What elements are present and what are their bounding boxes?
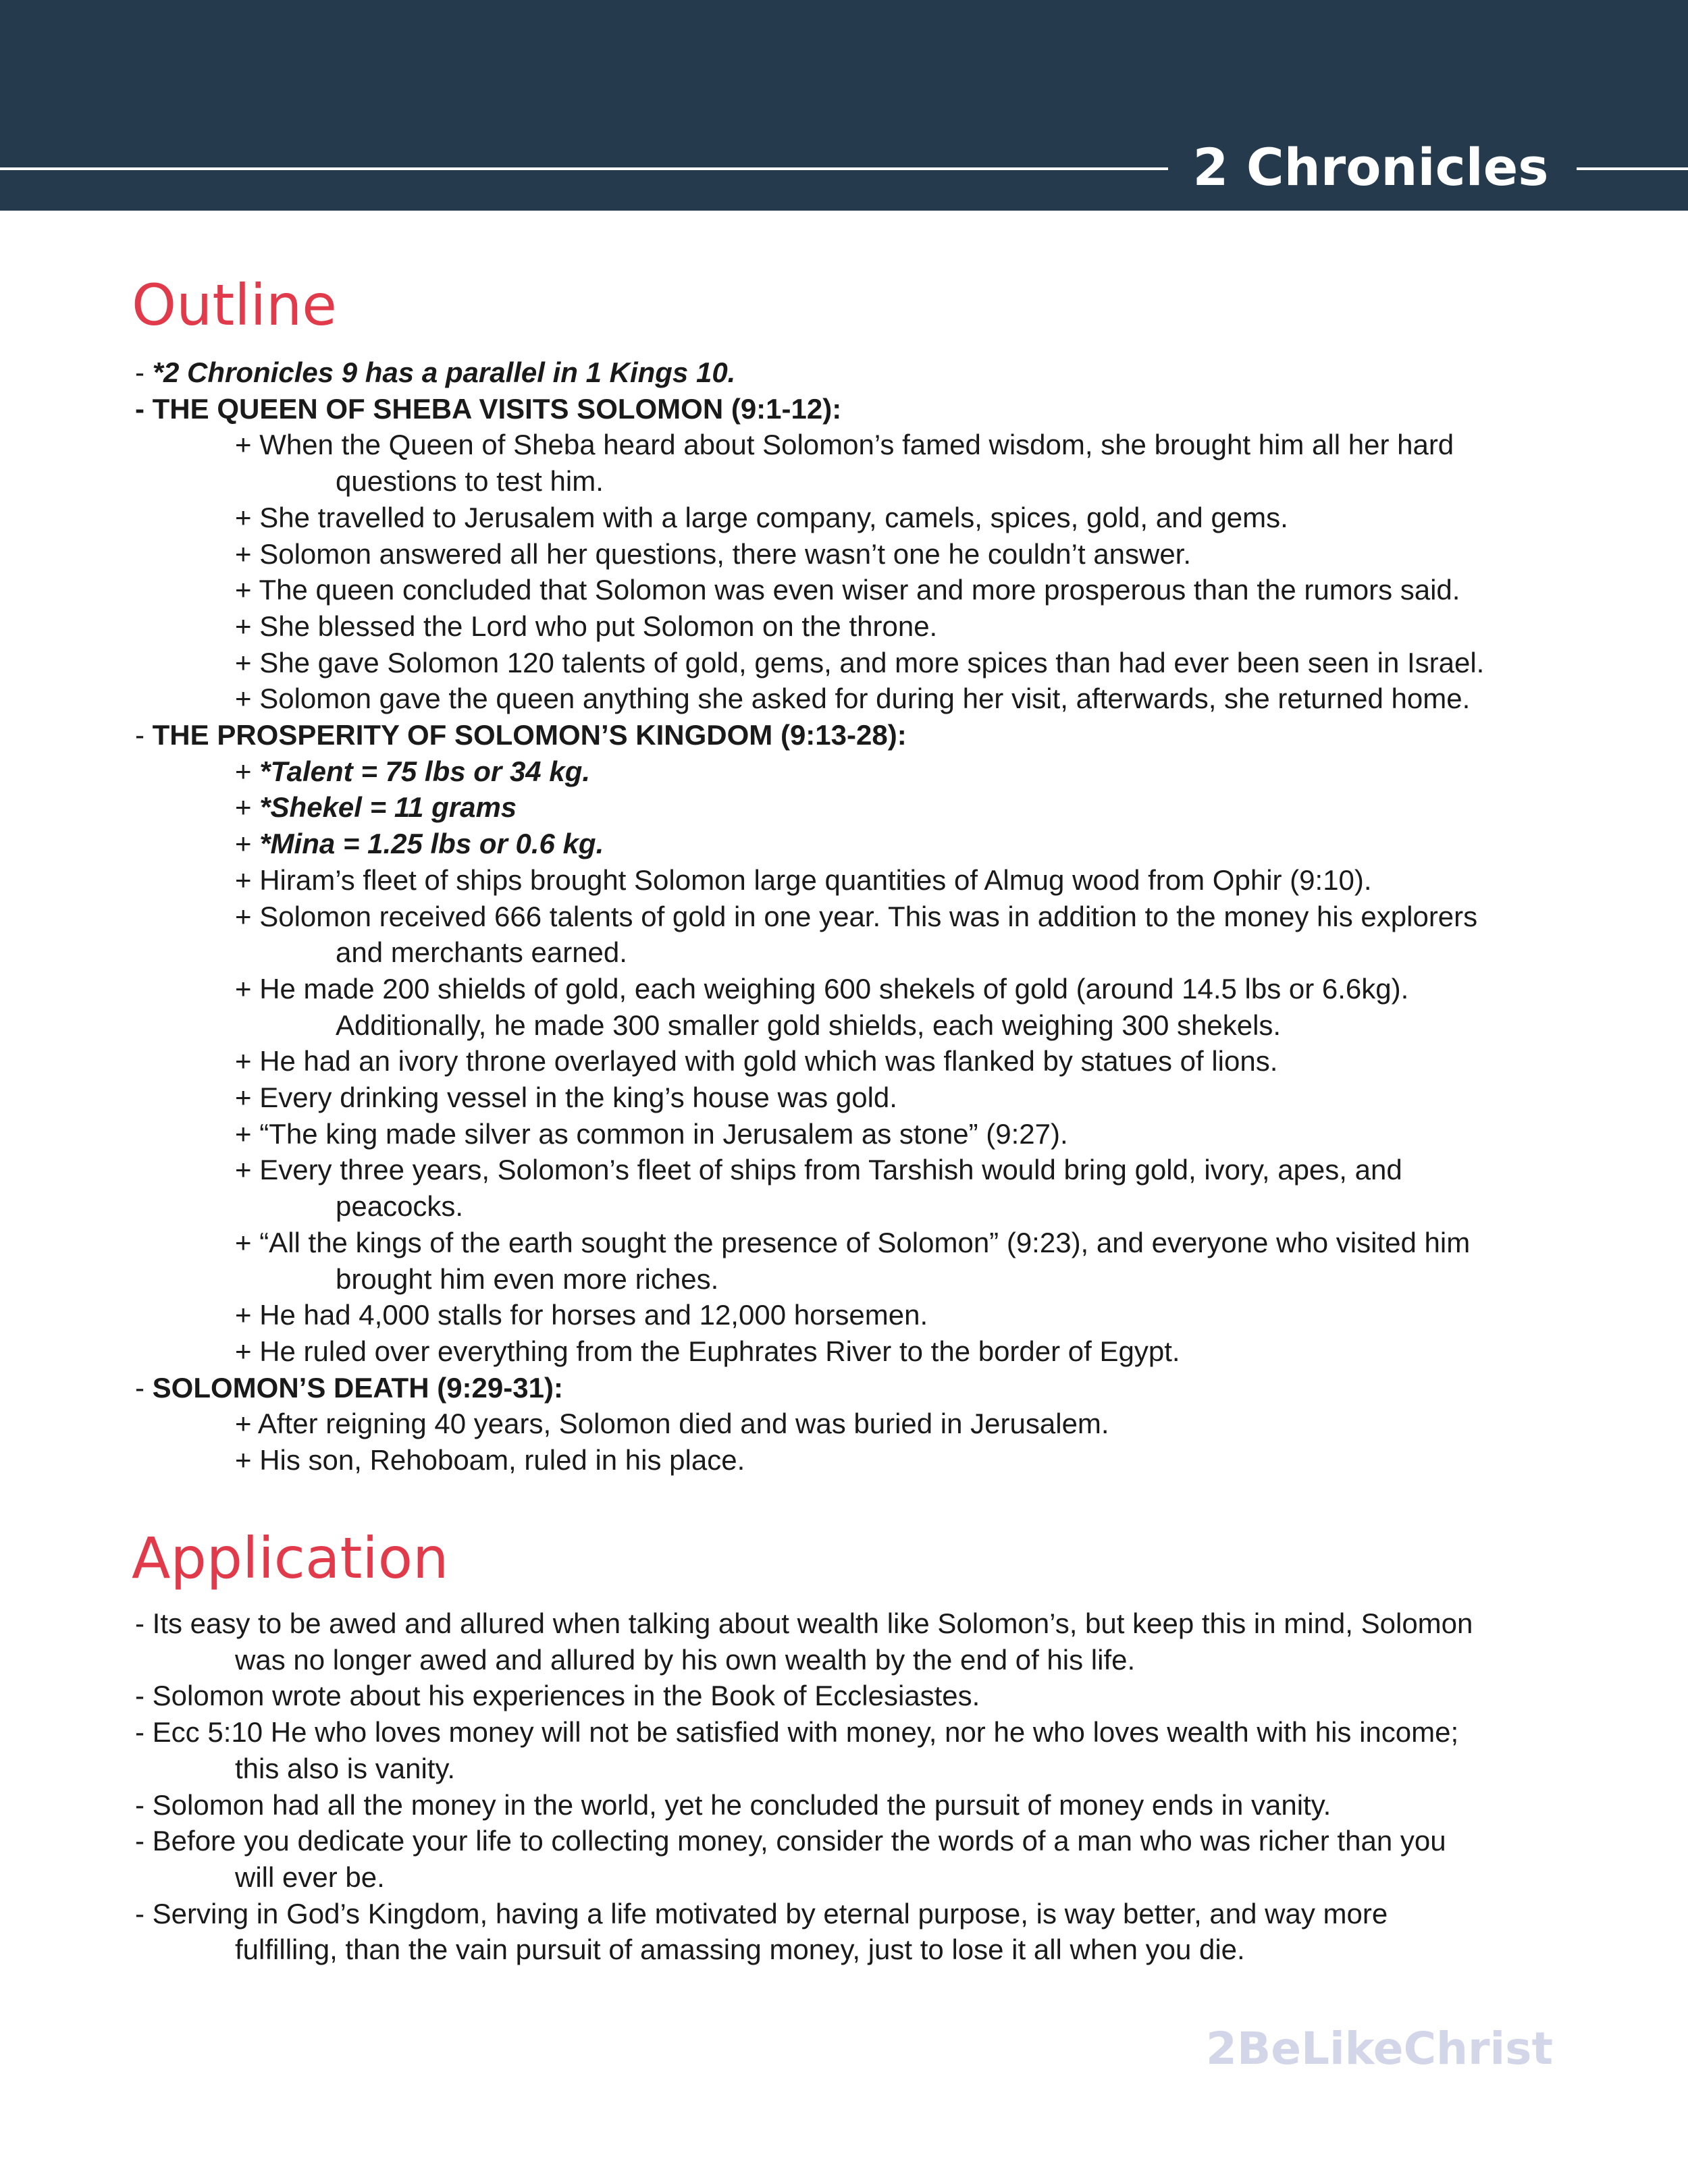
- application-item-continuation: will ever be.: [235, 1861, 385, 1893]
- application-item-continuation: fulfilling, than the vain pursuit of amassing money, just to lose it all when you die.: [235, 1934, 1245, 1966]
- list-item: + After reigning 40 years, Solomon died and was buried in Jerusalem.: [235, 1408, 1109, 1440]
- application-item: - Solomon wrote about his experiences in the Book of Ecclesiastes.: [135, 1680, 980, 1712]
- outline-note: - *2 Chronicles 9 has a parallel in 1 Kings 10.: [135, 356, 736, 388]
- outline-heading: Outline: [132, 272, 337, 338]
- application-item: - Ecc 5:10 He who loves money will not be satisfied with money, nor he who loves wealth with his income;: [135, 1716, 1459, 1749]
- list-item: + He ruled over everything from the Euphrates River to the border of Egypt.: [235, 1335, 1180, 1367]
- list-item: + She travelled to Jerusalem with a large company, camels, spices, gold, and gems.: [235, 501, 1288, 533]
- list-item: + He made 200 shields of gold, each weighing 600 shekels of gold (around 14.5 lbs or 6.6kg).: [235, 972, 1409, 1005]
- unit-note-shekel: + *Shekel = 11 grams: [235, 791, 517, 824]
- application-item-continuation: this also is vanity.: [235, 1752, 456, 1784]
- list-item: + “All the kings of the earth sought the presence of Solomon” (9:23), and everyone who visited him: [235, 1226, 1471, 1258]
- application-item-continuation: was no longer awed and allured by his own wealth by the end of his life.: [235, 1643, 1136, 1676]
- application-item: - Its easy to be awed and allured when talking about wealth like Solomon’s, but keep this in mind, Solomon: [135, 1607, 1473, 1639]
- list-item-continuation: questions to test him.: [336, 465, 604, 498]
- section-title-queen-of-sheba: - THE QUEEN OF SHEBA VISITS SOLOMON (9:1-12):: [135, 392, 842, 425]
- list-item: + Every drinking vessel in the king’s house was gold.: [235, 1082, 897, 1114]
- section-title-prosperity: - THE PROSPERITY OF SOLOMON’S KINGDOM (9:13-28):: [135, 719, 907, 751]
- list-item: + Solomon gave the queen anything she asked for during her visit, afterwards, she returned home.: [235, 683, 1471, 715]
- list-item: + “The king made silver as common in Jerusalem as stone” (9:27).: [235, 1117, 1068, 1150]
- list-item-continuation: peacocks.: [336, 1190, 464, 1223]
- application-item: - Serving in God’s Kingdom, having a life motivated by eternal purpose, is way better, and way more: [135, 1897, 1388, 1929]
- list-item: + He had an ivory throne overlayed with gold which was flanked by statues of lions.: [235, 1045, 1278, 1077]
- list-item: + She blessed the Lord who put Solomon on the throne.: [235, 610, 938, 642]
- list-item: + He had 4,000 stalls for horses and 12,000 horsemen.: [235, 1299, 928, 1331]
- list-item: + She gave Solomon 120 talents of gold, gems, and more spices than had ever been seen in Israel.: [235, 646, 1485, 678]
- list-item-continuation: brought him even more riches.: [336, 1262, 719, 1295]
- brand-watermark: 2BeLikeChrist: [1206, 2023, 1553, 2075]
- page-title: 2 Chronicles: [1192, 137, 1549, 197]
- header-rule-right: [1577, 167, 1688, 170]
- list-item: + Solomon answered all her questions, there wasn’t one he couldn’t answer.: [235, 537, 1192, 570]
- section-title-solomons-death: - SOLOMON’S DEATH (9:29-31):: [135, 1371, 563, 1404]
- list-item: + Hiram’s fleet of ships brought Solomon large quantities of Almug wood from Ophir (9:10).: [235, 863, 1372, 896]
- list-item: + When the Queen of Sheba heard about Solomon’s famed wisdom, she brought him all her hard: [235, 429, 1454, 461]
- application-body: [135, 1605, 1566, 1968]
- list-item-continuation: and merchants earned.: [336, 936, 627, 969]
- unit-note-mina: + *Mina = 1.25 lbs or 0.6 kg.: [235, 828, 604, 860]
- outline-body: [135, 354, 1566, 1479]
- application-item: - Solomon had all the money in the world, yet he concluded the pursuit of money ends in vanity.: [135, 1788, 1331, 1821]
- list-item: + Every three years, Solomon’s fleet of ships from Tarshish would bring gold, ivory, apes, and: [235, 1154, 1402, 1186]
- list-item: + His son, Rehoboam, ruled in his place.: [235, 1444, 745, 1476]
- application-item: - Before you dedicate your life to collecting money, consider the words of a man who was richer than you: [135, 1825, 1446, 1857]
- list-item: + The queen concluded that Solomon was even wiser and more prosperous than the rumors said.: [235, 574, 1460, 606]
- header-rule-left: [0, 167, 1168, 170]
- list-item: + Solomon received 666 talents of gold in one year. This was in addition to the money his explorers: [235, 900, 1478, 932]
- list-item-continuation: Additionally, he made 300 smaller gold shields, each weighing 300 shekels.: [336, 1009, 1282, 1041]
- unit-note-talent: + *Talent = 75 lbs or 34 kg.: [235, 755, 591, 787]
- application-heading: Application: [132, 1525, 449, 1591]
